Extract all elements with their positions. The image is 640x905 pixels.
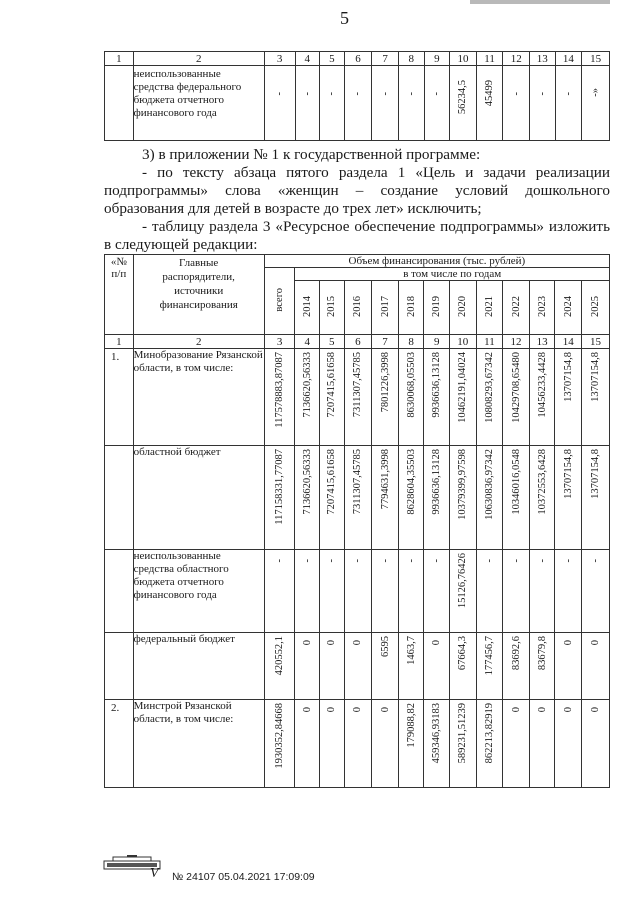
value-cell [529, 349, 555, 446]
top-col-number: 1 [105, 52, 134, 66]
year-header-cell [320, 281, 345, 335]
col-number: 10 [450, 335, 477, 349]
row-value: - [431, 558, 443, 562]
year-header-cell [295, 281, 320, 335]
document-stamp: № 24107 05.04.2021 17:09:09 [172, 871, 315, 883]
row-value: 10346016,0548 [510, 449, 522, 515]
row-value: 7794631,3998 [379, 449, 391, 510]
value-cell [424, 550, 450, 633]
header-total: всего [274, 287, 286, 312]
row-value: 7311307,45785 [352, 449, 364, 515]
row-value: 67664,3 [457, 636, 469, 671]
year-label: 2024 [562, 295, 574, 317]
value-cell [320, 446, 345, 550]
value-cell [320, 700, 345, 788]
top-col-number: 3 [264, 52, 295, 66]
top-cell [264, 66, 295, 141]
table-row [105, 349, 610, 446]
value-cell [295, 349, 320, 446]
top-col-number: 5 [320, 52, 345, 66]
row-value: 10379399,97598 [457, 449, 469, 520]
top-value: - [379, 92, 391, 96]
value-cell [582, 633, 610, 700]
top-value: 56234,5 [457, 80, 469, 115]
top-row-label: неиспользованные средства федерального бюджета отчетного финансового года [133, 66, 264, 141]
row-value: 13707154,8 [590, 352, 602, 402]
value-cell [398, 446, 424, 550]
value-cell [503, 633, 530, 700]
top-value: - [274, 92, 286, 96]
value-cell [295, 446, 320, 550]
row-value: 177456,7 [483, 636, 495, 676]
row-value: - [274, 558, 286, 562]
value-cell [372, 349, 399, 446]
top-cell [344, 66, 372, 141]
row-value: 9936636,13128 [431, 352, 443, 418]
value-cell [450, 633, 477, 700]
row-value: - [590, 558, 602, 562]
row-value: 0 [326, 706, 338, 712]
row-value: 83692,6 [510, 636, 522, 671]
top-col-number-row [105, 52, 610, 66]
year-header-cell [529, 281, 555, 335]
row-value: 0 [431, 639, 443, 645]
value-cell [264, 550, 295, 633]
top-value: -» [590, 88, 602, 97]
row-value: 589231,51239 [457, 703, 469, 764]
row-value: 10630836,97342 [483, 449, 495, 520]
top-cell [555, 66, 582, 141]
row-value: 8630068,05503 [405, 352, 417, 418]
top-col-number: 8 [398, 52, 424, 66]
col-number: 12 [503, 335, 530, 349]
value-cell [398, 550, 424, 633]
row-value: 13707154,8 [562, 449, 574, 499]
col-number: 8 [398, 335, 424, 349]
row-value: 0 [301, 706, 313, 712]
row-value: 7801226,3998 [379, 352, 391, 413]
value-cell [424, 446, 450, 550]
year-header-cell [344, 281, 372, 335]
value-cell [320, 633, 345, 700]
value-cell [398, 349, 424, 446]
value-cell [344, 349, 372, 446]
paragraph-line: подпрограммы» слова «женщин – создание условий дошкольного [104, 182, 610, 199]
top-col-number: 14 [555, 52, 582, 66]
row-value: 1930352,84668 [274, 703, 286, 769]
row-value: 10372553,6428 [536, 449, 548, 515]
top-cell [530, 66, 556, 141]
value-cell [450, 446, 477, 550]
top-cell [320, 66, 345, 141]
row-value: 0 [510, 706, 522, 712]
value-cell [476, 349, 503, 446]
value-cell [450, 550, 477, 633]
value-cell [555, 446, 582, 550]
year-label: 2025 [590, 295, 602, 317]
year-label: 2020 [457, 295, 469, 317]
value-cell [398, 700, 424, 788]
col-number: 6 [344, 335, 372, 349]
value-cell [529, 633, 555, 700]
row-value: - [326, 558, 338, 562]
signature-mark: V [150, 866, 159, 881]
row-value: 8628604,35503 [405, 449, 417, 515]
row-value: 15126,76426 [457, 553, 469, 609]
year-header-cell [424, 281, 450, 335]
value-cell [529, 700, 555, 788]
year-label: 2019 [431, 295, 443, 317]
top-value: - [510, 92, 522, 96]
top-table [104, 51, 610, 141]
top-cell [582, 66, 610, 141]
top-col-number: 6 [344, 52, 372, 66]
top-cell [424, 66, 450, 141]
top-value: - [301, 92, 313, 96]
row-value: 83679,8 [536, 636, 548, 671]
top-col-number: 15 [582, 52, 610, 66]
header-num: «№ п/п [105, 255, 134, 335]
col-number: 9 [424, 335, 450, 349]
value-cell [503, 349, 530, 446]
row-value: 420552,1 [274, 636, 286, 676]
top-table-row [105, 66, 610, 141]
top-col-number: 11 [476, 52, 503, 66]
year-label: 2018 [405, 295, 417, 317]
table-row [105, 700, 610, 788]
table-row [105, 633, 610, 700]
top-col-number: 2 [133, 52, 264, 66]
value-cell [555, 349, 582, 446]
value-cell [295, 700, 320, 788]
year-header-cell [398, 281, 424, 335]
value-cell [555, 700, 582, 788]
top-col-number: 9 [424, 52, 450, 66]
row-value: - [301, 558, 313, 562]
value-cell [424, 700, 450, 788]
value-cell [372, 446, 399, 550]
page-number: 5 [340, 8, 349, 28]
top-cell [372, 66, 399, 141]
row-value: 0 [590, 639, 602, 645]
year-label: 2015 [326, 295, 338, 317]
col-number: 5 [320, 335, 345, 349]
row-value: 7207415,61658 [326, 449, 338, 515]
row-value: 9936636,13128 [431, 449, 443, 515]
top-row-num [105, 66, 134, 141]
value-cell [424, 633, 450, 700]
year-header-cell [476, 281, 503, 335]
row-value: 117578883,87087 [274, 352, 286, 428]
row-value: 0 [326, 639, 338, 645]
row-value: 459346,93183 [431, 703, 443, 764]
scan-edge-mark [470, 0, 610, 4]
top-col-number: 4 [295, 52, 320, 66]
paragraph-item-3: 3) в приложении № 1 к государственной программе: [142, 146, 481, 163]
value-cell [264, 349, 295, 446]
value-cell [503, 446, 530, 550]
top-value: 45499 [484, 80, 496, 107]
year-label: 2017 [379, 295, 391, 317]
col-number: 2 [133, 335, 264, 349]
row-value: 117158331,77087 [274, 449, 286, 525]
top-cell [450, 66, 477, 141]
top-value: - [562, 92, 574, 96]
year-label: 2022 [510, 295, 522, 317]
year-label: 2016 [352, 295, 364, 317]
value-cell [450, 700, 477, 788]
value-cell [264, 633, 295, 700]
year-header-cell [503, 281, 530, 335]
value-cell [476, 446, 503, 550]
row-value: 13707154,8 [562, 352, 574, 402]
value-cell [424, 349, 450, 446]
row-label: федеральный бюджет [133, 633, 264, 700]
top-value: - [352, 92, 364, 96]
row-value: 0 [352, 639, 364, 645]
row-value: 0 [562, 706, 574, 712]
table-row [105, 446, 610, 550]
header-by-years: в том числе по годам [295, 268, 610, 281]
row-number [105, 446, 134, 550]
value-cell [295, 550, 320, 633]
value-cell [582, 446, 610, 550]
row-value: 10429708,65480 [510, 352, 522, 423]
value-cell [344, 446, 372, 550]
value-cell [582, 700, 610, 788]
row-value: 0 [562, 639, 574, 645]
value-cell [344, 550, 372, 633]
value-cell [372, 550, 399, 633]
top-col-number: 13 [530, 52, 556, 66]
row-value: 0 [379, 706, 391, 712]
value-cell [372, 633, 399, 700]
value-cell [503, 700, 530, 788]
row-number [105, 633, 134, 700]
top-col-number: 10 [450, 52, 477, 66]
row-value: 862213,82919 [483, 703, 495, 764]
col-number: 15 [582, 335, 610, 349]
header-total-cell [264, 268, 295, 335]
row-value: 10456233,4428 [536, 352, 548, 418]
value-cell [398, 633, 424, 700]
top-cell [295, 66, 320, 141]
value-cell [555, 633, 582, 700]
row-label: неиспользованные средства областного бюджета отчетного финансового года [133, 550, 264, 633]
value-cell [320, 349, 345, 446]
value-cell [372, 700, 399, 788]
row-value: 10808293,67342 [483, 352, 495, 423]
header-managers: Главные распорядители, источники финансирования [133, 255, 264, 335]
value-cell [555, 550, 582, 633]
row-value: 7207415,61658 [326, 352, 338, 418]
row-value: - [483, 558, 495, 562]
value-cell [295, 633, 320, 700]
year-header-cell [372, 281, 399, 335]
row-value: 179088,82 [405, 703, 417, 748]
row-label: Минобразование Рязанской области, в том числе: [133, 349, 264, 446]
year-header-cell [555, 281, 582, 335]
row-value: - [352, 558, 364, 562]
col-number: 13 [529, 335, 555, 349]
year-header-cell [450, 281, 477, 335]
value-cell [476, 700, 503, 788]
value-cell [529, 446, 555, 550]
top-cell [398, 66, 424, 141]
value-cell [264, 446, 295, 550]
value-cell [476, 550, 503, 633]
row-value: - [536, 558, 548, 562]
top-cell [476, 66, 503, 141]
header-row [105, 255, 610, 268]
row-label: областной бюджет [133, 446, 264, 550]
top-value: - [405, 92, 417, 96]
value-cell [320, 550, 345, 633]
col-number: 3 [264, 335, 295, 349]
row-value: - [510, 558, 522, 562]
value-cell [582, 349, 610, 446]
year-label: 2021 [483, 295, 495, 317]
paragraph-line: - по тексту абзаца пятого раздела 1 «Цель и задачи реализации [142, 164, 610, 181]
resource-table [104, 254, 610, 788]
row-value: 0 [301, 639, 313, 645]
col-number: 11 [476, 335, 503, 349]
row-value: 0 [352, 706, 364, 712]
top-value: - [431, 92, 443, 96]
row-value: 0 [536, 706, 548, 712]
col-number: 1 [105, 335, 134, 349]
row-label: Минстрой Рязанской области, в том числе: [133, 700, 264, 788]
row-value: 0 [590, 706, 602, 712]
col-number: 7 [372, 335, 399, 349]
row-value: - [379, 558, 391, 562]
row-number [105, 550, 134, 633]
row-value: 10462191,04024 [457, 352, 469, 423]
value-cell [344, 633, 372, 700]
row-value: 1463,7 [405, 636, 417, 665]
value-cell [264, 700, 295, 788]
top-col-number: 7 [372, 52, 399, 66]
row-value: - [405, 558, 417, 562]
row-number: 1. [105, 349, 134, 446]
row-value: - [562, 558, 574, 562]
value-cell [503, 550, 530, 633]
paragraph-line: - таблицу раздела 3 «Ресурсное обеспечение подпрограммы» изложить [142, 218, 610, 235]
top-value: - [536, 92, 548, 96]
year-header-cell [582, 281, 610, 335]
value-cell [529, 550, 555, 633]
value-cell [476, 633, 503, 700]
year-label: 2014 [301, 295, 313, 317]
row-value: 7136620,56333 [301, 449, 313, 515]
col-number: 14 [555, 335, 582, 349]
row-value: 13707154,8 [590, 449, 602, 499]
value-cell [450, 349, 477, 446]
col-number: 4 [295, 335, 320, 349]
col-number-row [105, 335, 610, 349]
top-col-number: 12 [503, 52, 530, 66]
value-cell [582, 550, 610, 633]
paragraph-line: в следующей редакции: [104, 236, 258, 253]
row-value: 7136620,56333 [301, 352, 313, 418]
row-number: 2. [105, 700, 134, 788]
top-cell [503, 66, 530, 141]
value-cell [344, 700, 372, 788]
row-value: 6595 [379, 636, 391, 657]
table-row [105, 550, 610, 633]
row-value: 7311307,45785 [352, 352, 364, 418]
paragraph-line: образования для детей в возрасте до трех лет» исключить; [104, 200, 482, 217]
year-label: 2023 [536, 295, 548, 317]
top-value: - [326, 92, 338, 96]
header-volume: Объем финансирования (тыс. рублей) [264, 255, 609, 268]
